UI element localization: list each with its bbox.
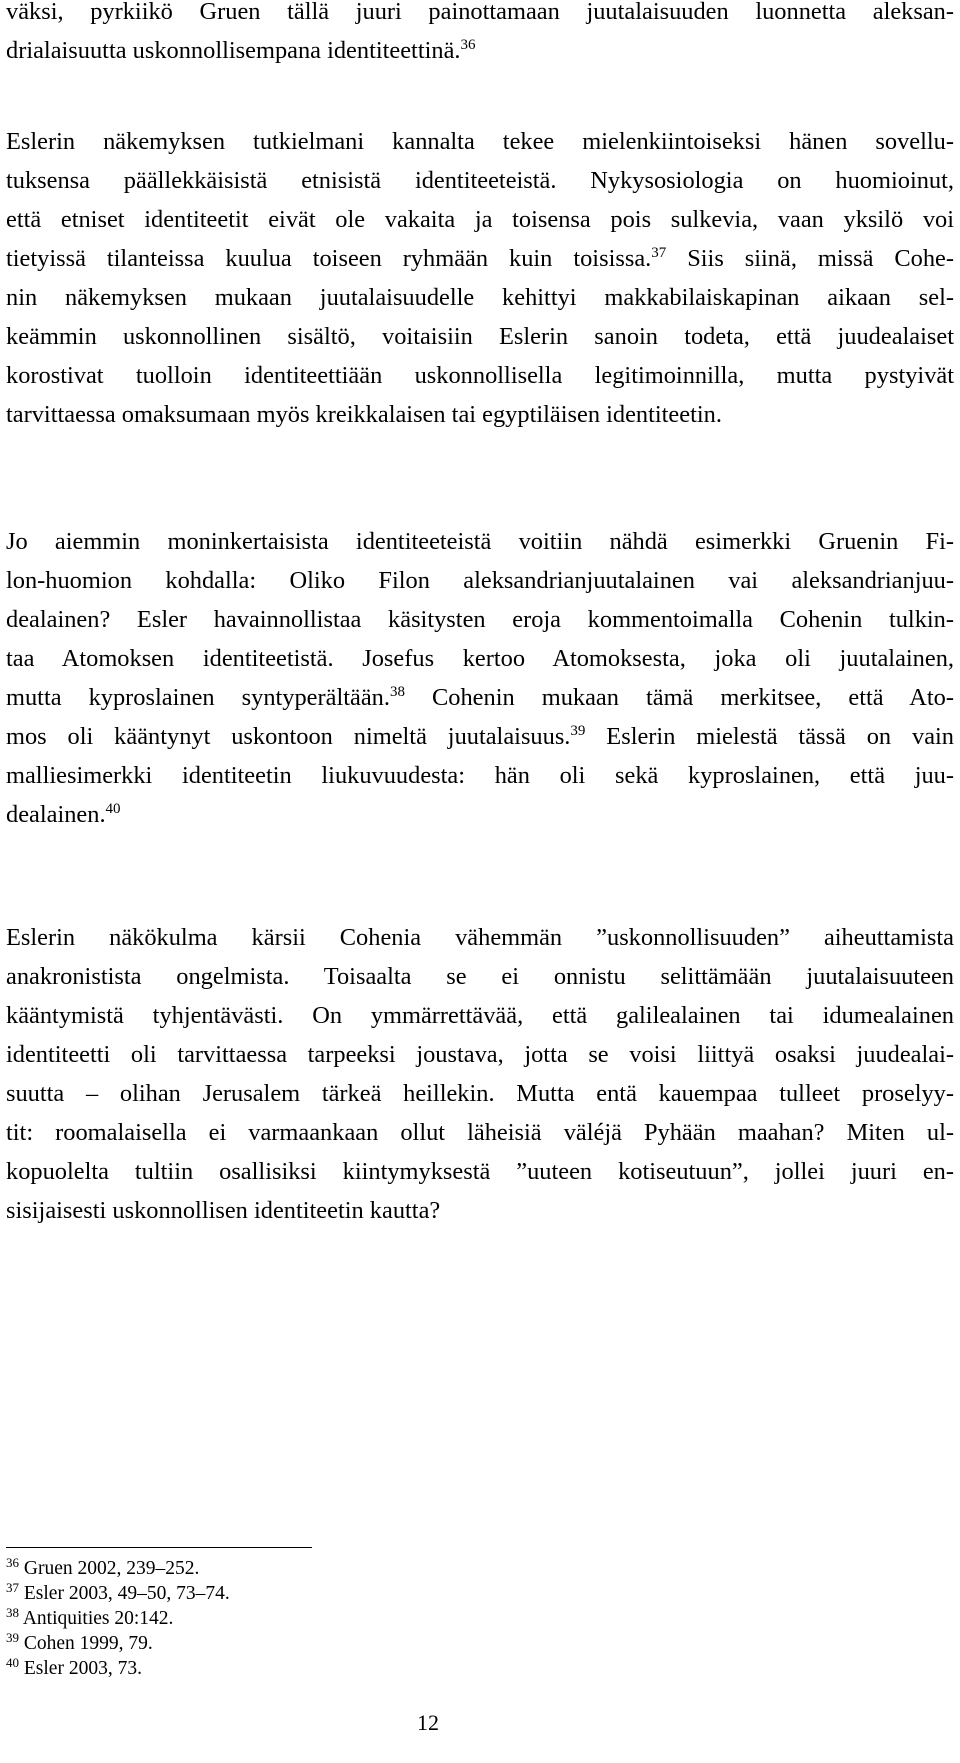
- paragraph-3: [6, 522, 954, 834]
- text-line: väksi, pyrkiikö Gruen tällä juuri painottamaan juutalaisuuden luonnetta aleksan-: [6, 0, 954, 25]
- footnote-ref[interactable]: 38: [389, 684, 405, 700]
- text-line: sisijaisesti uskonnollisen identiteetin kautta?: [6, 1197, 441, 1224]
- footnote: $^{40}$ Esler 2003, 73.: [6, 1655, 142, 1679]
- footnote: $^{39}$ Cohen 1999, 79.: [6, 1630, 153, 1654]
- text-line: tit: roomalaisella ei varmaankaan ollut läheisiä väléjä Pyhään maahan? Miten ul-: [6, 1119, 954, 1146]
- paragraph-1: [6, 0, 954, 70]
- text-line: anakronistista ongelmista. Toisaalta se ei onnistu selittämään juutalaisuuteen: [6, 963, 954, 990]
- footnote-number: 37: [6, 1580, 19, 1595]
- text-line: dealainen? Esler havainnollistaa käsitysten eroja kommentoimalla Cohenin tulkin-: [6, 606, 954, 633]
- text-line: kopuolelta tultiin osallisiksi kiintymyksestä ”uuteen kotiseutuun”, jollei juuri en-: [6, 1158, 954, 1185]
- footnote-separator: [6, 1547, 312, 1548]
- paragraph-4: [6, 918, 954, 1230]
- text-line: malliesimerkki identiteetin liukuvuudesta: hän oli sekä kyproslainen, että juu-: [6, 762, 954, 789]
- text-line: nin näkemyksen mukaan juutalaisuudelle kehittyi makkabilaiskapinan aikaan sel-: [6, 284, 954, 311]
- text-line: mutta kyproslainen syntyperältään.$^{38}$ Cohenin mukaan tämä merkitsee, että Ato-: [6, 684, 954, 711]
- footnote-number: 39: [6, 1630, 19, 1645]
- text-line: Jo aiemmin moninkertaisista identiteeteistä voitiin nähdä esimerkki Gruenin Fi-: [6, 528, 954, 555]
- footnote: $^{36}$ Gruen 2002, 239–252.: [6, 1555, 200, 1579]
- text-line: tietyissä tilanteissa kuulua toiseen ryhmään kuin toisissa.$^{37}$ Siis siinä, missä Cohe-: [6, 245, 954, 272]
- footnote: $^{38}$ Antiquities 20:142.: [6, 1605, 174, 1629]
- footnote-ref[interactable]: 36: [460, 37, 476, 53]
- text-line: että etniset identiteetit eivät ole vakaita ja toisensa pois sulkevia, vaan yksilö voi: [6, 206, 954, 233]
- text-line: keämmin uskonnollinen sisältö, voitaisiin Eslerin sanoin todeta, että juudealaiset: [6, 323, 954, 350]
- text-line: dealainen.$^{40}$: [6, 801, 121, 828]
- footnote-number: 38: [6, 1605, 19, 1620]
- text-line: tuksensa päällekkäisistä etnisistä identiteeteistä. Nykysosiologia on huomioinut,: [6, 167, 954, 194]
- text-line: mos oli kääntynyt uskontoon nimeltä juutalaisuus.$^{39}$ Eslerin mielestä tässä on vain: [6, 723, 954, 750]
- footnote-ref[interactable]: 40: [105, 801, 121, 817]
- text-line: tarvittaessa omaksumaan myös kreikkalaisen tai egyptiläisen identiteetin.: [6, 401, 722, 428]
- text-line: identiteetti oli tarvittaessa tarpeeksi joustava, jotta se voisi liittyä osaksi juudealai-: [6, 1041, 954, 1068]
- page-number: 12: [417, 1710, 439, 1735]
- footnote-number: 36: [6, 1555, 19, 1570]
- text-line: drialaisuutta uskonnollisempana identiteettinä.$^{36}$: [6, 37, 476, 64]
- footnotes: [6, 1556, 606, 1681]
- footnote-ref[interactable]: 39: [570, 723, 586, 739]
- text-line: Eslerin näkökulma kärsii Cohenia vähemmän ”uskonnollisuuden” aiheuttamista: [6, 924, 954, 951]
- footnote: $^{37}$ Esler 2003, 49–50, 73–74.: [6, 1580, 230, 1604]
- footnote-number: 40: [6, 1655, 19, 1670]
- text-line: Eslerin näkemyksen tutkielmani kannalta tekee mielenkiintoiseksi hänen sovellu-: [6, 128, 954, 155]
- text-line: kääntymistä tyhjentävästi. On ymmärrettävää, että galilealainen tai idumealainen: [6, 1002, 954, 1029]
- text-line: korostivat tuolloin identiteettiään uskonnollisella legitimoinnilla, mutta pystyivät: [6, 362, 954, 389]
- paragraph-2: [6, 122, 954, 434]
- footnote-ref[interactable]: 37: [651, 245, 667, 261]
- text-line: suutta – olihan Jerusalem tärkeä heillekin. Mutta entä kauempaa tulleet proselyy-: [6, 1080, 954, 1107]
- text-line: taa Atomoksen identiteetistä. Josefus kertoo Atomoksesta, joka oli juutalainen,: [6, 645, 954, 672]
- text-line: lon-huomion kohdalla: Oliko Filon aleksandrianjuutalainen vai aleksandrianjuu-: [6, 567, 954, 594]
